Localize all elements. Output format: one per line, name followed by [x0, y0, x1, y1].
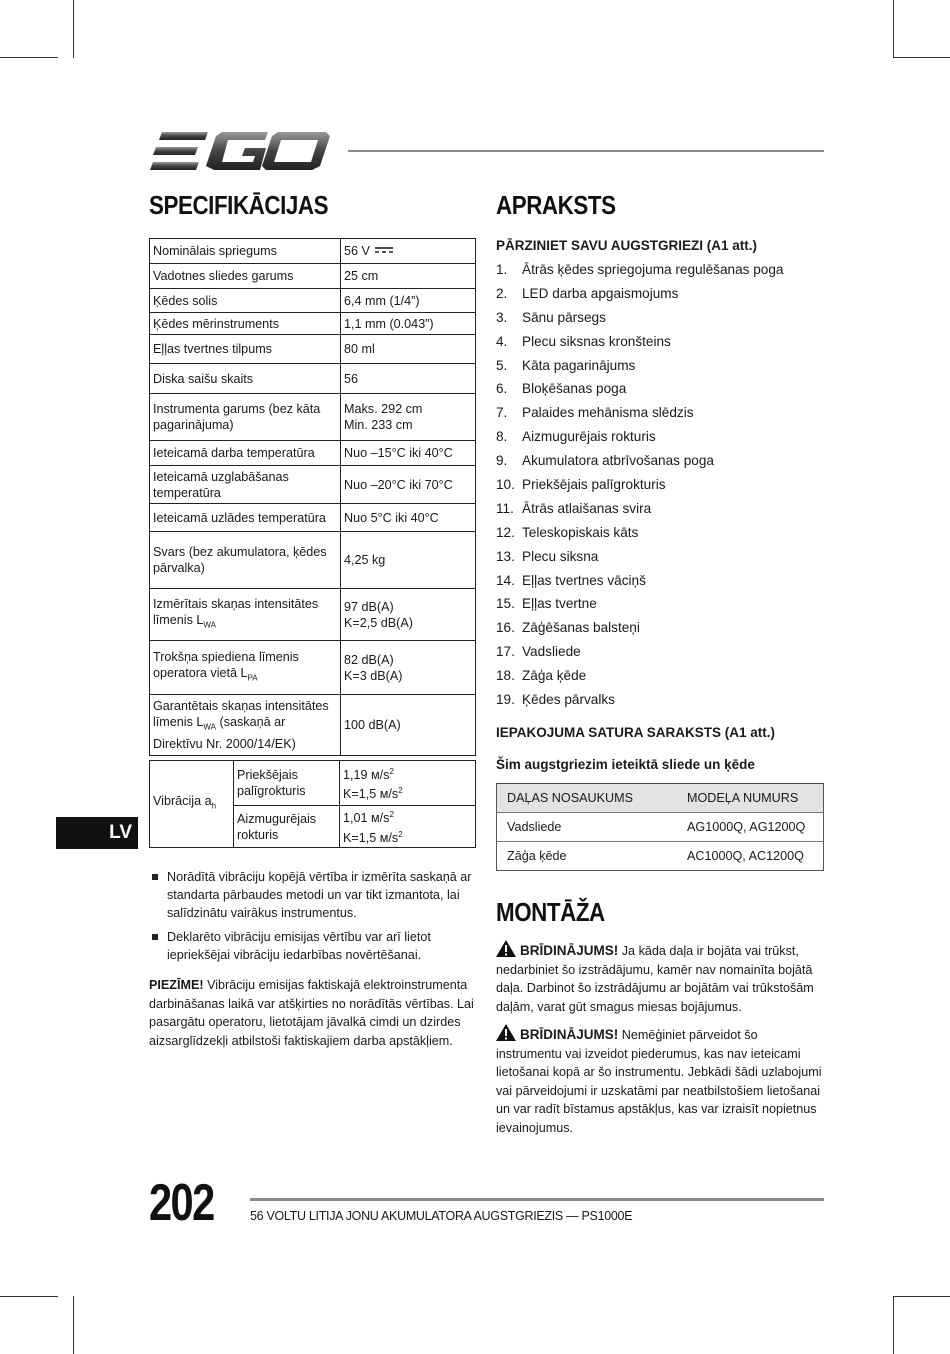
crop-mark [893, 0, 894, 58]
warning-label: BRĪDINĀJUMS! [520, 1027, 619, 1042]
list-item [496, 306, 826, 330]
list-item [496, 545, 826, 569]
item-text: Eļļas tvertnes vāciņš [522, 572, 646, 588]
parts-list [496, 258, 826, 712]
table-row [150, 466, 476, 504]
crop-mark [0, 1296, 58, 1297]
subscript: PA [247, 673, 258, 683]
subscript: h [211, 801, 217, 811]
item-text: Ātrās atlaišanas svira [522, 500, 652, 516]
table-cell: AG1000Q, AG1200Q [677, 813, 824, 842]
warning-text: Nemēģiniet pārveidot šo instrumentu vai izveidot piederumus, kas nav ieteicami lietošanai kopā ar šo instrumentu. Jebkādi šādi uzlabojumi vai pārveidojumi ir uzskatāmi par neatbilstošiem lietošanai un var radīt bīstamus apstākļus, kas var izraisīt nopietnus ievainojumus. [496, 1028, 822, 1135]
dc-symbol-icon [375, 246, 393, 254]
list-item [496, 664, 826, 688]
list-item [496, 401, 826, 425]
item-number: 7. [496, 405, 508, 421]
table-row [150, 335, 476, 364]
table-row [150, 441, 476, 466]
item-number: 9. [496, 453, 508, 469]
spec-label [150, 589, 341, 641]
list-item: Norādītā vibrāciju kopējā vērtība ir izmērīta saskaņā ar standarta pārbaudes metodi un var tikt izmantota, lai salīdzinātu vairākus instrumentus. [149, 868, 475, 922]
note-paragraph [149, 976, 475, 1050]
spec-label [150, 695, 341, 756]
crop-mark [893, 1296, 894, 1354]
table-cell: Vadsliede [497, 813, 678, 842]
item-number: 17. [496, 644, 515, 660]
note-label: PIEZĪME! [149, 978, 204, 992]
crop-mark [73, 1296, 74, 1354]
table-row [150, 532, 476, 589]
list-item [496, 282, 826, 306]
item-text: Plecu siksna [522, 548, 599, 564]
value-text: K=1,5 м/s [343, 787, 399, 802]
item-text: Priekšējais palīgrokturis [522, 477, 666, 493]
item-number: 10. [496, 477, 515, 493]
recommended-heading: Šim augstgriezim ieteiktā sliede un ķēde [496, 757, 755, 772]
table-row [150, 289, 476, 313]
crop-mark [893, 57, 950, 58]
item-number: 5. [496, 357, 508, 373]
table-row [150, 761, 476, 806]
language-tab: LV [56, 817, 138, 849]
value-text: 1,19 м/s [343, 768, 390, 782]
list-item [496, 688, 826, 712]
warning-paragraph [496, 940, 824, 1016]
item-text: Eļļas tvertne [522, 596, 597, 612]
warning-triangle-icon [496, 1024, 516, 1041]
vibration-value-line [343, 764, 472, 783]
item-text: Sānu pārsegs [522, 309, 606, 325]
vibration-value [340, 761, 476, 806]
item-number: 13. [496, 548, 515, 564]
value-text: 1,01 м/s [343, 811, 390, 826]
item-number: 4. [496, 333, 508, 349]
description-title: APRAKSTS [496, 190, 616, 220]
list-item: Deklarēto vibrāciju emisijas vērtību var arī lietot iepriekšējai vibrāciju iedarbības novērtēšanai. [149, 928, 475, 964]
spec-value: Nuo –20°C iki 70°C [341, 466, 476, 504]
vibration-value-line [343, 827, 472, 846]
item-text: Ķēdes pārvalks [522, 692, 615, 708]
table-row [150, 695, 476, 756]
spec-label: Nominālais spriegums [150, 239, 341, 264]
table-row [150, 313, 476, 335]
crop-mark [0, 57, 58, 58]
list-item [496, 592, 826, 616]
table-row [497, 842, 824, 871]
spec-label-text: Trokšņa spiediena līmenis operatora vietā L [153, 649, 299, 680]
item-text: Akumulatora atbrīvošanas poga [522, 453, 714, 469]
vibration-value [340, 806, 476, 848]
spec-label: Vadotnes sliedes garums [150, 264, 341, 289]
spec-value: 80 ml [341, 335, 476, 364]
item-number: 14. [496, 572, 515, 588]
spec-value: Nuo 5°C iki 40°C [341, 504, 476, 532]
superscript: 2 [398, 829, 403, 839]
list-item [496, 616, 826, 640]
spec-value: 1,1 mm (0.043”) [341, 313, 476, 335]
table-cell: AC1000Q, AC1200Q [677, 842, 824, 871]
warning-paragraph [496, 1024, 824, 1137]
superscript: 2 [398, 786, 403, 795]
footer-rule [250, 1198, 824, 1201]
packing-heading: IEPAKOJUMA SATURA SARAKSTS (A1 att.) [496, 725, 776, 740]
spec-label: Diska saišu skaits [150, 364, 341, 394]
spec-label: Instrumenta garums (bez kāta pagarinājuma) [150, 394, 341, 441]
item-text: Teleskopiskais kāts [522, 524, 639, 540]
item-number: 8. [496, 429, 508, 445]
warning-triangle-icon [496, 940, 516, 957]
spec-label: Svars (bez akumulatora, ķēdes pārvalka) [150, 532, 341, 589]
superscript: 2 [389, 766, 394, 776]
list-item [496, 449, 826, 473]
spec-label-text: (saskaņā ar Direktīvu Nr. 2000/14/EK) [153, 715, 296, 751]
spec-label [150, 641, 341, 695]
column-header: MODEĻA NUMURS [677, 784, 824, 813]
vibration-table [149, 760, 476, 848]
spec-label-text: Izmērītais skaņas intensitātes līmenis L [153, 596, 319, 627]
item-number: 2. [496, 285, 508, 301]
list-item [496, 640, 826, 664]
vibration-part: Aizmugurējais rokturis [234, 806, 340, 848]
spec-value: 6,4 mm (1/4”) [341, 289, 476, 313]
header-rule [348, 150, 824, 152]
item-text: Vadsliede [522, 644, 581, 660]
list-item [496, 497, 826, 521]
item-number: 1. [496, 262, 508, 277]
page-number: 202 [149, 1174, 214, 1232]
parts-heading: PĀRZINIET SAVU AUGSTGRIEZI (A1 att.) [496, 238, 758, 253]
superscript: 2 [389, 810, 394, 820]
spec-label-text: Garantētais skaņas intensitātes līmenis L [153, 699, 329, 730]
spec-value-line: 82 dB(A) [344, 652, 394, 667]
item-number: 3. [496, 309, 508, 325]
value-text: K=1,5 м/s [343, 830, 399, 845]
table-row [497, 813, 824, 842]
table-row [150, 239, 476, 264]
item-text: LED darba apgaismojums [522, 285, 679, 301]
ego-logo [150, 130, 330, 172]
warning-label: BRĪDINĀJUMS! [520, 943, 619, 958]
item-text: Zāģēšanas balsteņi [522, 620, 640, 636]
table-header-row [497, 784, 824, 813]
list-item [496, 354, 826, 378]
item-number: 16. [496, 620, 515, 636]
item-text: Bloķēšanas poga [522, 381, 627, 397]
spec-value-line: 97 dB(A) [344, 599, 394, 614]
spec-value-text: 56 V [344, 244, 370, 258]
column-header: DAĻAS NOSAUKUMS [497, 784, 678, 813]
subscript: WA [203, 620, 216, 630]
crop-mark [893, 1296, 950, 1297]
item-number: 11. [496, 500, 514, 516]
list-item [496, 521, 826, 545]
spec-value [341, 589, 476, 641]
vibration-label [150, 761, 234, 848]
vibration-value-line [343, 783, 472, 802]
item-text: Zāģa ķēde [522, 668, 587, 684]
list-item [496, 258, 826, 282]
crop-mark [73, 0, 74, 58]
item-number: 6. [496, 381, 508, 397]
spec-value-line: K=3 dB(A) [344, 668, 403, 683]
subscript: WA [203, 722, 216, 732]
spec-value: 4,25 kg [341, 532, 476, 589]
spec-value: 25 cm [341, 264, 476, 289]
specifications-table [149, 238, 476, 756]
vibration-notes-list [149, 868, 475, 970]
item-text: Palaides mehānisma slēdzis [522, 405, 694, 421]
spec-label: Ieteicamā darba temperatūra [150, 441, 341, 466]
vibration-part: Priekšējais palīgrokturis [234, 761, 340, 806]
spec-value [341, 394, 476, 441]
spec-value [341, 641, 476, 695]
note-text: Vibrāciju emisijas faktiskajā elektroinstrumenta darbināšanas laikā var atšķirties no norādītās vērtības. Lai pasargātu operatoru, lietotājam jāvalkā cimdi un dzirdes aizsarglīdzekļi atbilstoši faktiskajiem darba apstākļiem. [149, 978, 474, 1048]
spec-label: Eļļas tvertnes tilpums [150, 335, 341, 364]
spec-value: 100 dB(A) [341, 695, 476, 756]
spec-value-line: Min. 233 cm [344, 418, 413, 432]
item-text: Aizmugurējais rokturis [522, 429, 656, 445]
item-number: 15. [496, 596, 515, 612]
packing-table [496, 783, 824, 871]
spec-label: Ieteicamā uzglabāšanas temperatūra [150, 466, 341, 504]
table-cell: Zāģa ķēde [497, 842, 678, 871]
list-item [496, 330, 826, 354]
item-text: Kāta pagarinājums [522, 357, 636, 373]
spec-label: Ķēdes solis [150, 289, 341, 313]
item-text: Ātrās ķēdes spriegojuma regulēšanas poga [522, 262, 784, 277]
spec-label: Ķēdes mērinstruments [150, 313, 341, 335]
vibration-value-line [343, 807, 472, 826]
table-row [150, 504, 476, 532]
list-item [496, 377, 826, 401]
footer-title: 56 VOLTU LITIJA JONU AKUMULATORA AUGSTGRIEZIS — PS1000E [250, 1209, 633, 1223]
list-item [496, 473, 826, 497]
spec-value [341, 239, 476, 264]
item-number: 19. [496, 692, 515, 708]
vibration-label-text: Vibrācija a [153, 794, 212, 809]
spec-value: 56 [341, 364, 476, 394]
table-row [150, 264, 476, 289]
list-item [496, 425, 826, 449]
item-number: 18. [496, 668, 515, 684]
spec-label: Ieteicamā uzlādes temperatūra [150, 504, 341, 532]
list-item [496, 569, 826, 593]
table-row [150, 589, 476, 641]
assembly-title: MONTĀŽA [496, 897, 605, 927]
item-text: Plecu siksnas kronšteins [522, 333, 671, 349]
spec-value-line: K=2,5 dB(A) [344, 615, 413, 630]
table-row [150, 364, 476, 394]
spec-value-line: Maks. 292 cm [344, 402, 423, 416]
specifications-title: SPECIFIKĀCIJAS [149, 190, 329, 220]
item-number: 12. [496, 524, 515, 540]
spec-value: Nuo –15°C iki 40°C [341, 441, 476, 466]
table-row [150, 641, 476, 695]
table-row [150, 394, 476, 441]
warning-text: Ja kāda daļa ir bojāta vai trūkst, nedarbiniet šo izstrādājumu, kamēr nav nomainīta bojātā daļa. Darbinot šo izstrādājumu ar bojātām vai trūkstošām daļām, varat gūt smagus miesas bojājumus. [496, 944, 814, 1014]
